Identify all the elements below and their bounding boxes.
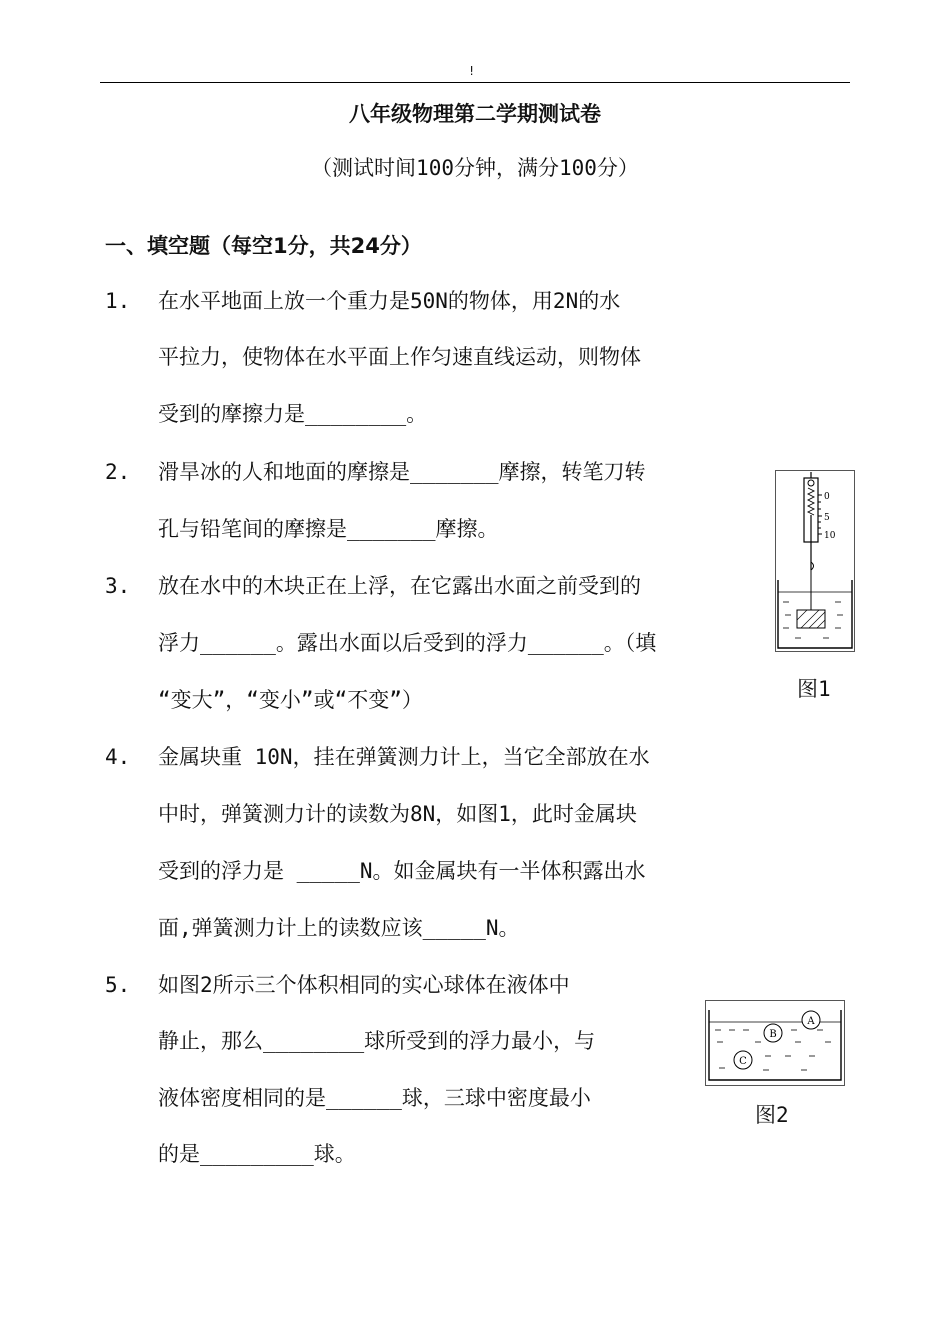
question-line: 滑旱冰的人和地面的摩擦是_______摩擦，转笔刀转	[158, 460, 646, 484]
question-line: 受到的浮力是 _____N。如金属块有一半体积露出水	[158, 859, 646, 883]
question-number: 3.	[105, 574, 131, 598]
question-number: 4.	[105, 745, 131, 769]
question-line: 浮力______。露出水面以后受到的浮力______。（填	[158, 631, 657, 655]
page-subtitle: （测试时间100分钟，满分100分）	[311, 156, 639, 180]
header-rule	[100, 82, 850, 83]
question-line: “变大”，“变小”或“不变”）	[158, 688, 423, 712]
question-line: 放在水中的木块正在上浮，在它露出水面之前受到的	[158, 574, 641, 598]
figure-1-spring-scale	[775, 470, 855, 652]
scale-label: 5	[824, 513, 830, 523]
figure-2-balls-in-liquid	[705, 1000, 845, 1086]
figure-2-caption: 图2	[755, 1103, 789, 1127]
question-line: 的是_________球。	[158, 1142, 356, 1166]
question-line: 静止，那么________球所受到的浮力最小，与	[158, 1029, 596, 1053]
question-line: 平拉力，使物体在水平面上作匀速直线运动，则物体	[158, 345, 641, 369]
question-line: 金属块重 10N，挂在弹簧测力计上，当它全部放在水	[158, 745, 650, 769]
scale-label: 10	[824, 531, 836, 541]
scale-label: 0	[824, 492, 830, 502]
section-heading: 一、填空题（每空1分，共24分）	[105, 234, 422, 258]
question-number: 2.	[105, 460, 131, 484]
question-line: 在水平地面上放一个重力是50N的物体，用2N的水	[158, 289, 621, 313]
question-line: 如图2所示三个体积相同的实心球体在液体中	[158, 973, 570, 997]
figure-1-caption: 图1	[797, 677, 831, 701]
question-line: 孔与铅笔间的摩擦是_______摩擦。	[158, 517, 499, 541]
ball-label: C	[739, 1056, 747, 1067]
ball-label: A	[807, 1016, 815, 1027]
page-title: 八年级物理第二学期测试卷	[349, 102, 601, 126]
question-line: 中时，弹簧测力计的读数为8N，如图1，此时金属块	[158, 802, 637, 826]
question-line: 受到的摩擦力是________。	[158, 402, 428, 426]
question-line: 面,弹簧测力计上的读数应该_____N。	[158, 916, 520, 940]
question-number: 5.	[105, 973, 131, 997]
header-mark: !	[468, 64, 476, 78]
question-number: 1.	[105, 289, 131, 313]
ball-label: B	[769, 1029, 777, 1040]
question-line: 液体密度相同的是______球，三球中密度最小	[158, 1086, 591, 1110]
